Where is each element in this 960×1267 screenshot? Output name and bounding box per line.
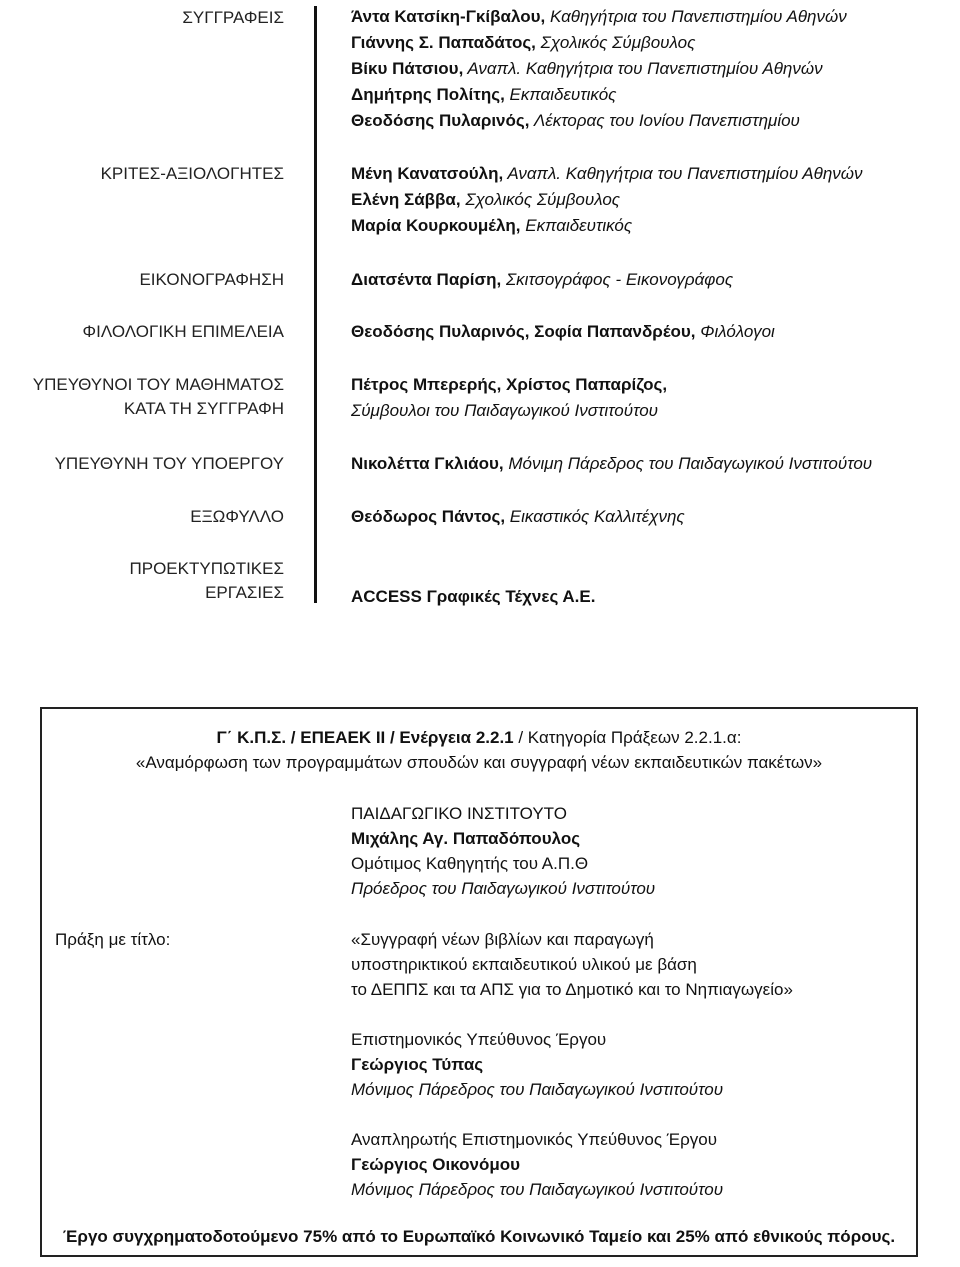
author-entry [351,108,847,134]
illustrator-entry [351,267,733,293]
program-title: «Αναμόρφωση των προγραμμάτων σπουδών και συγγραφή νέων εκπαιδευτικών πακέτων» [135,753,823,772]
editor-entry [351,319,775,345]
illustration-value [351,267,733,293]
person-name: Άντα Κατσίκη-Γκίβαλου, [351,7,546,26]
person-name: Δημήτρης Πολίτης, [351,85,505,104]
reviewer-entry [351,213,863,239]
cover-label: ΕΞΩΦΥΛΛΟ [190,507,284,526]
program-header [42,726,916,750]
person-name: Νικολέττα Γκλιάου, [351,454,504,473]
person-role: Σκιτσογράφος - Εικονογράφος [501,270,734,289]
author-entry [351,30,847,56]
action-title-line: υποστηρικτικού εκπαιδευτικού υλικού με βάση [351,955,697,974]
course-leads-value [351,372,667,424]
scientific-lead-block [351,1027,723,1102]
reviewer-entry [351,161,863,187]
editing-label: ΦΙΛΟΛΟΓΙΚΗ ΕΠΙΜΕΛΕΙΑ [82,322,284,341]
person-role: Αναπλ. Καθηγήτρια του Πανεπιστημίου Αθηνών [463,59,823,78]
person-role: Σχολικός Σύμβουλος [460,190,621,209]
program-info-box [40,707,918,1257]
label-line: ΠΡΟΕΚΤΥΠΩΤΙΚΕΣ [129,559,284,578]
person-role: Αναπλ. Καθηγήτρια του Πανεπιστημίου Αθηνών [503,164,863,183]
action-label: Πράξη με τίτλο: [55,930,171,949]
person-role: Σχολικός Σύμβουλος [535,33,696,52]
institute-block [351,801,655,901]
illustration-label: ΕΙΚΟΝΟΓΡΑΦΗΣΗ [139,270,284,289]
prepress-value [351,584,595,610]
reviewers-list [351,161,863,239]
author-entry [351,56,847,82]
deputy-title: Αναπληρωτής Επιστημονικός Υπεύθυνος Έργου [351,1130,718,1149]
author-entry [351,82,847,108]
credits-section [0,0,960,620]
label-line: ΕΡΓΑΣΙΕΣ [205,583,284,602]
label-line: ΚΑΤΑ ΤΗ ΣΥΓΓΡΑΦΗ [123,399,284,418]
person-name: Βίκυ Πάτσιου, [351,59,464,78]
president-role: Πρόεδρος του Παιδαγωγικού Ινστιτούτου [351,879,656,898]
author-entry [351,4,847,30]
reviewers-label: ΚΡΙΤΕΣ-ΑΞΙΟΛΟΓΗΤΕΣ [100,164,284,183]
reviewer-entry [351,187,863,213]
person-name: Θεοδόσης Πυλαρινός, [351,111,530,130]
person-role: Εκπαιδευτικός [520,216,633,235]
person-role: Εκπαιδευτικός [504,85,617,104]
institute-name: ΠΑΙΔΑΓΩΓΙΚΟ ΙΝΣΤΙΤΟΥΤΟ [351,804,567,823]
person-name [351,372,667,398]
sci-lead-role: Μόνιμος Πάρεδρος του Παιδαγωγικού Ινστιτούτου [351,1080,724,1099]
person-role: Εικαστικός Καλλιτέχνης [505,507,685,526]
deputy-name: Γεώργιος Οικονόμου [351,1155,521,1174]
person-role [351,398,667,424]
person-role: Λέκτορας του Ιονίου Πανεπιστημίου [529,111,800,130]
action-title-block [351,927,793,1002]
authors-list [351,4,847,134]
person-name: Μένη Κανατσούλη, [351,164,504,183]
president-title: Ομότιμος Καθηγητής του Α.Π.Θ [351,854,589,873]
sci-lead-name: Γεώργιος Τύπας [351,1055,484,1074]
person-name: Θεόδωρος Πάντος, [351,507,506,526]
deputy-role: Μόνιμος Πάρεδρος του Παιδαγωγικού Ινστιτούτου [351,1180,724,1199]
person-name-text: Πέτρος Μπερερής, Χρίστος Παπαρίζος, [351,375,668,394]
subproject-lead-value [351,451,872,477]
course-leads-label [33,373,284,421]
person-name: Μαρία Κουρκουμέλη, [351,216,521,235]
person-role: Μόνιμη Πάρεδρος του Παιδαγωγικού Ινστιτούτου [503,454,873,473]
lead-entry [351,451,872,477]
funding-note: Έργο συγχρηματοδοτούμενο 75% από το Ευρωπαϊκό Κοινωνικό Ταμείο και 25% από εθνικούς πόρους. [62,1227,896,1246]
sci-lead-title: Επιστημονικός Υπεύθυνος Έργου [351,1030,607,1049]
person-role: Φιλόλογοι [695,322,775,341]
prepress-label [129,557,284,605]
deputy-lead-block [351,1127,723,1202]
person-name: Γιάννης Σ. Παπαδάτος, [351,33,536,52]
person-name: Ελένη Σάββα, [351,190,461,209]
action-title-line: «Συγγραφή νέων βιβλίων και παραγωγή [351,930,654,949]
cover-value [351,504,685,530]
action-title-line: το ΔΕΠΠΣ και τα ΑΠΣ για το Δημοτικό και το Νηπιαγωγείο» [351,980,793,999]
authors-label: ΣΥΓΓΡΑΦΕΙΣ [182,8,284,27]
person-name: Διατσέντα Παρίση, [351,270,502,289]
program-category: / Κατηγορία Πράξεων 2.2.1.α: [513,728,742,747]
president-name: Μιχάλης Αγ. Παπαδόπουλος [351,829,581,848]
person-role: Καθηγήτρια του Πανεπιστημίου Αθηνών [545,7,847,26]
cover-artist-entry [351,504,685,530]
subproject-lead-label: ΥΠΕΥΘΥΝΗ ΤΟΥ ΥΠΟΕΡΓΟΥ [54,454,284,473]
label-line: ΥΠΕΥΘΥΝΟΙ ΤΟΥ ΜΑΘΗΜΑΤΟΣ [32,375,284,394]
program-code: Γ΄ Κ.Π.Σ. / ΕΠΕΑΕΚ ΙΙ / Ενέργεια 2.2.1 [216,728,514,747]
person-name: Θεοδόσης Πυλαρινός, Σοφία Παπανδρέου, [351,322,696,341]
vertical-divider [314,6,317,603]
editing-value [351,319,775,345]
person-role-text: Σύμβουλοι του Παιδαγωγικού Ινστιτούτου [351,401,658,420]
company-name: ACCESS Γραφικές Τέχνες Α.Ε. [351,587,596,606]
